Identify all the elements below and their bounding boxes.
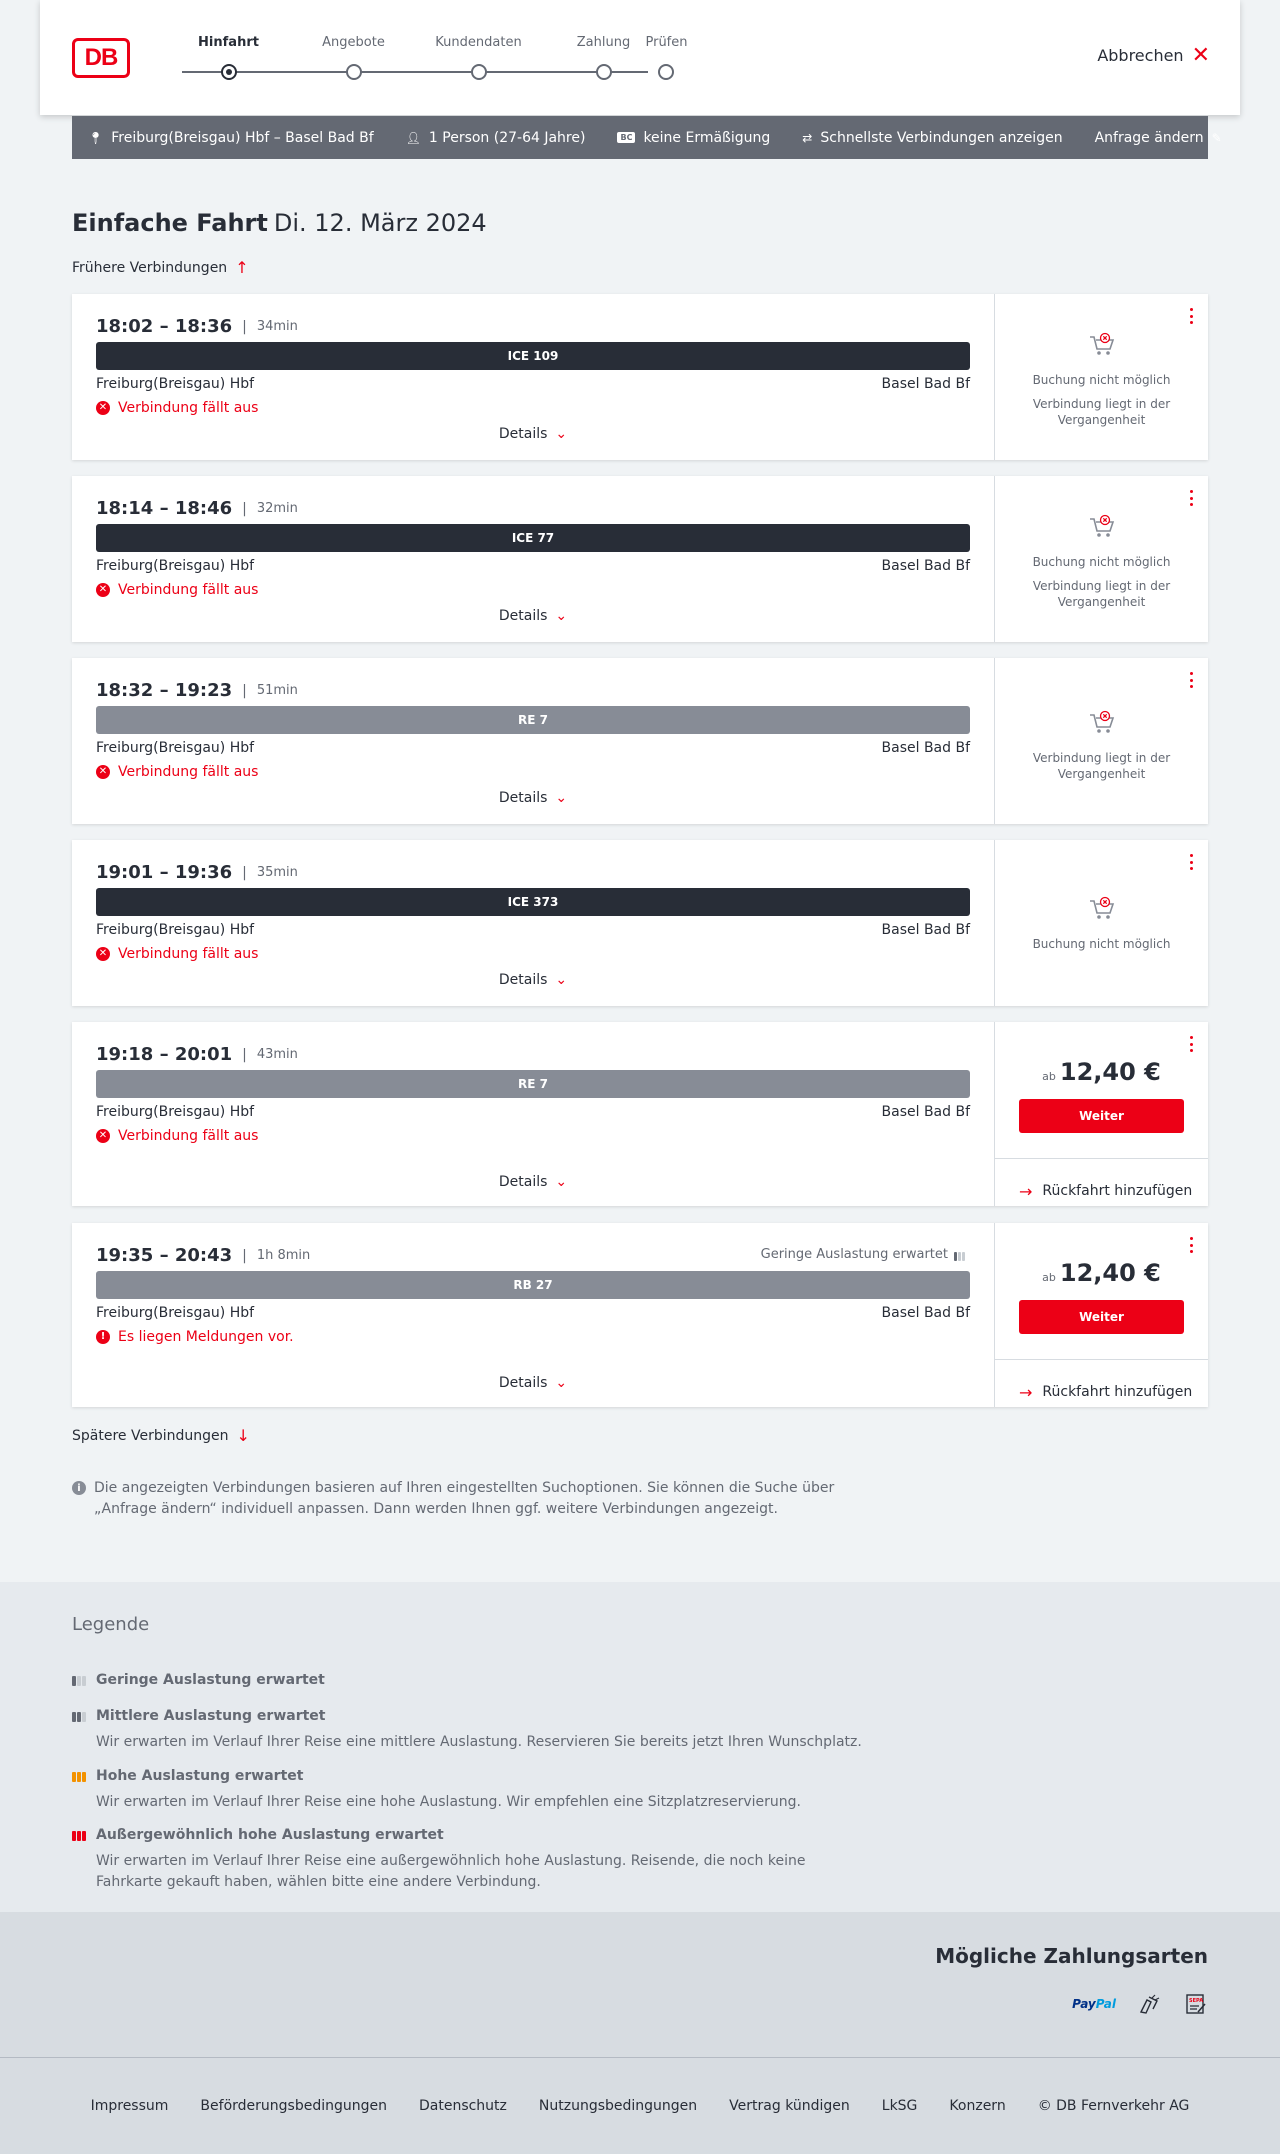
separator: |: [242, 864, 247, 881]
offer-area: [994, 658, 1208, 824]
fastest-connections-link[interactable]: [802, 130, 1062, 146]
arrow-right-icon: →: [1019, 1382, 1033, 1402]
cancel-label: Abbrechen: [1097, 46, 1184, 65]
connection-in-past: Verbindung liegt in der Vergangenheit: [1032, 751, 1171, 781]
details-toggle[interactable]: [72, 608, 994, 624]
step-angebote: Angebote: [291, 34, 416, 54]
connection-details-area[interactable]: [72, 476, 994, 642]
duration: 32min: [256, 501, 298, 516]
details-toggle[interactable]: [72, 426, 994, 442]
earlier-connections-link[interactable]: [72, 258, 249, 277]
legend-item-title: Hohe Auslastung erwartet: [96, 1768, 304, 1784]
earlier-label: Frühere Verbindungen: [72, 259, 228, 276]
footer-link-vertrag-kuendigen[interactable]: Vertrag kündigen: [729, 2098, 850, 2114]
separator: |: [242, 682, 247, 699]
connection-details-area[interactable]: [72, 1022, 994, 1206]
credit-card-icon: [1138, 1992, 1162, 2016]
person-icon: 👤︎: [405, 130, 421, 145]
connection-card: [72, 1022, 1208, 1206]
time-range: 18:14 – 18:46: [96, 498, 233, 519]
payment-title: Mögliche Zahlungsarten: [935, 1944, 1208, 1968]
change-request-button[interactable]: [1095, 130, 1222, 146]
legend-section: [0, 1582, 1280, 1912]
time-range: 19:01 – 19:36: [96, 862, 233, 883]
add-return-trip-button[interactable]: [995, 1158, 1208, 1223]
more-options-icon[interactable]: [1190, 854, 1194, 870]
cancelled-icon: ✕: [96, 583, 110, 597]
connection-details-area[interactable]: [72, 1223, 994, 1407]
details-label: Details: [498, 1174, 548, 1190]
separator: |: [242, 1046, 247, 1063]
info-icon: i: [72, 1481, 86, 1495]
status-label: Es liegen Meldungen vor.: [118, 1329, 294, 1345]
train-bar[interactable]: RB 27: [96, 1271, 970, 1299]
booking-not-possible: Buchung nicht möglich: [1032, 555, 1171, 569]
duration: 35min: [256, 865, 298, 880]
connection-status: [96, 1329, 294, 1345]
details-toggle[interactable]: [72, 972, 994, 988]
discount-label: keine Ermäßigung: [643, 129, 771, 146]
arrival-station: Basel Bad Bf: [881, 558, 970, 574]
add-return-label: Rückfahrt hinzufügen: [1042, 1183, 1193, 1199]
legend-title: Legende: [72, 1614, 150, 1635]
separator: |: [242, 500, 247, 517]
route-label: Freiburg(Breisgau) Hbf – Basel Bad Bf: [111, 129, 374, 146]
trip-type: Einfache Fahrt: [72, 209, 268, 237]
arrow-down-icon: ↓: [236, 1426, 250, 1445]
details-toggle[interactable]: [72, 790, 994, 806]
chevron-down-icon: ⌄: [555, 790, 568, 806]
details-toggle[interactable]: [72, 1375, 994, 1391]
more-options-icon[interactable]: [1190, 1036, 1194, 1052]
cart-unavailable-icon: [1088, 514, 1116, 540]
legend-item-high: [72, 1768, 872, 1813]
legend-item-title: Außergewöhnlich hohe Auslastung erwartet: [96, 1827, 444, 1843]
connection-times: [96, 862, 298, 883]
time-range: 18:02 – 18:36: [96, 316, 233, 337]
info-note: [72, 1478, 852, 1520]
price-prefix: ab: [1042, 1070, 1056, 1083]
price-value: 12,40 €: [1059, 1259, 1161, 1287]
step-hinfahrt: Hinfahrt: [166, 34, 291, 54]
connection-in-past: Verbindung liegt in der Vergangenheit: [1032, 579, 1171, 609]
discount-info: [617, 130, 770, 146]
train-bar[interactable]: RE 7: [96, 1070, 970, 1098]
route-info: [88, 130, 374, 146]
chevron-down-icon: ⌄: [555, 1375, 568, 1391]
footer-link-konzern[interactable]: Konzern: [949, 2098, 1006, 2114]
chevron-down-icon: ⌄: [555, 1174, 568, 1190]
more-options-icon[interactable]: [1190, 490, 1194, 506]
warning-icon: !: [96, 1330, 110, 1344]
status-label: Verbindung fällt aus: [118, 764, 259, 780]
footer-copyright: © DB Fernverkehr AG: [1037, 2098, 1190, 2114]
footer-link-nutzungsbedingungen[interactable]: Nutzungsbedingungen: [538, 2098, 698, 2114]
legend-item-medium: [72, 1708, 872, 1753]
time-range: 19:35 – 20:43: [96, 1245, 233, 1266]
cancelled-icon: ✕: [96, 401, 110, 415]
more-options-icon[interactable]: [1190, 1237, 1194, 1253]
connection-card: [72, 476, 1208, 642]
arrival-station: Basel Bad Bf: [881, 1104, 970, 1120]
change-request-label: Anfrage ändern: [1094, 129, 1204, 146]
arrow-right-icon: →: [1019, 1181, 1033, 1201]
departure-station: Freiburg(Breisgau) Hbf: [96, 558, 255, 574]
chevron-down-icon: ⌄: [555, 426, 568, 442]
connection-times: [96, 498, 298, 519]
train-bar[interactable]: ICE 77: [96, 524, 970, 552]
swap-icon: ⇄: [802, 130, 813, 145]
time-range: 19:18 – 20:01: [96, 1044, 233, 1065]
connection-details-area[interactable]: [72, 294, 994, 460]
connection-status: [96, 946, 258, 962]
payment-icons: [1072, 1992, 1208, 2016]
svg-text:SEPA: SEPA: [1189, 1998, 1204, 2004]
legend-item-title: Geringe Auslastung erwartet: [96, 1672, 325, 1688]
more-options-icon[interactable]: [1190, 308, 1194, 324]
connection-times: [96, 1044, 298, 1065]
legend-item-low: [72, 1672, 872, 1688]
footer-link-befoerderungsbedingungen[interactable]: Beförderungsbedingungen: [200, 2098, 387, 2114]
step-kundendaten: Kundendaten: [416, 34, 541, 54]
booking-not-possible: Buchung nicht möglich: [1032, 937, 1171, 951]
legend-item-title: Mittlere Auslastung erwartet: [96, 1708, 326, 1724]
details-label: Details: [498, 608, 548, 624]
details-label: Details: [498, 972, 548, 988]
search-summary-bar: [72, 116, 1222, 159]
departure-station: Freiburg(Breisgau) Hbf: [96, 1104, 255, 1120]
status-label: Verbindung fällt aus: [118, 400, 259, 416]
cancelled-icon: ✕: [96, 947, 110, 961]
cart-unavailable-icon: [1088, 710, 1116, 736]
sepa-direct-debit-icon: [1184, 1992, 1208, 2016]
legend-item-desc: Wir erwarten im Verlauf Ihrer Reise eine außergewöhnlich hohe Auslastung. Reisende, die noch keine Fahrkarte gekauft haben, wählen bitte eine andere Verbindung.: [96, 1853, 806, 1890]
occupancy-medium-icon: [72, 1710, 88, 1722]
later-connections-link[interactable]: [72, 1426, 250, 1445]
cancelled-icon: ✕: [96, 765, 110, 779]
continue-button[interactable]: Weiter: [1019, 1300, 1184, 1334]
offer-area: [994, 294, 1208, 460]
occupancy-very-high-icon: [72, 1829, 88, 1841]
db-logo[interactable]: DB: [72, 38, 130, 78]
connection-times: [96, 680, 298, 701]
price: [995, 1259, 1208, 1287]
pencil-icon: ✎: [1211, 130, 1222, 145]
step-zahlung: Zahlung: [541, 34, 666, 54]
footer-link-datenschutz[interactable]: Datenschutz: [418, 2098, 507, 2114]
occupancy-label: Geringe Auslastung erwartet: [760, 1247, 948, 1262]
progress-stepper: Hinfahrt Angebote Kundendaten Zahlung Prüfen: [166, 34, 666, 84]
details-toggle[interactable]: [72, 1174, 994, 1190]
paypal-icon: PayPal: [1072, 1997, 1116, 2011]
trip-date: Di. 12. März 2024: [273, 209, 487, 237]
train-bar[interactable]: ICE 109: [96, 342, 970, 370]
location-pin-icon: 📍︎: [88, 130, 104, 145]
more-options-icon[interactable]: [1190, 672, 1194, 688]
departure-station: Freiburg(Breisgau) Hbf: [96, 376, 255, 392]
arrival-station: Basel Bad Bf: [881, 740, 970, 756]
continue-button[interactable]: Weiter: [1019, 1099, 1184, 1133]
details-label: Details: [498, 790, 548, 806]
connection-times: [96, 316, 298, 337]
status-label: Verbindung fällt aus: [118, 946, 259, 962]
later-label: Spätere Verbindungen: [72, 1427, 229, 1444]
train-bar[interactable]: RE 7: [96, 706, 970, 734]
separator: |: [242, 318, 247, 335]
cancel-button[interactable]: [1097, 42, 1210, 68]
add-return-trip-button[interactable]: [995, 1359, 1208, 1424]
price-value: 12,40 €: [1059, 1058, 1161, 1086]
offer-area: [994, 840, 1208, 1006]
stepper-line: [182, 71, 648, 73]
chevron-down-icon: ⌄: [555, 608, 568, 624]
step-dot: [471, 64, 487, 80]
status-label: Verbindung fällt aus: [118, 582, 259, 598]
step-dot: [346, 64, 362, 80]
page-title: [72, 209, 487, 237]
duration: 43min: [256, 1047, 298, 1062]
chevron-down-icon: ⌄: [555, 972, 568, 988]
duration: 1h 8min: [256, 1248, 311, 1263]
info-note-text: Die angezeigten Verbindungen basieren auf Ihren eingestellten Suchoptionen. Sie können die Suche über „Anfrage ändern“ individuell anpassen. Dann werden Ihnen ggf. weitere Verbindungen angezeigt.: [94, 1480, 835, 1517]
connection-details-area[interactable]: [72, 840, 994, 1006]
step-dot: [658, 64, 674, 80]
step-dot: [596, 64, 612, 80]
connection-status: [96, 400, 258, 416]
connection-card: [72, 840, 1208, 1006]
connection-card: [72, 658, 1208, 824]
duration: 34min: [256, 319, 298, 334]
occupancy-low-icon: [72, 1674, 88, 1686]
travellers-info: [406, 130, 586, 146]
offer-area: [994, 1022, 1208, 1206]
price: [995, 1058, 1208, 1086]
cart-unavailable-icon: [1088, 896, 1116, 922]
fastest-label: Schnellste Verbindungen anzeigen: [820, 129, 1063, 146]
bahncard-icon: BC: [617, 132, 635, 143]
cancelled-icon: ✕: [96, 1129, 110, 1143]
footer-link-impressum[interactable]: Impressum: [90, 2098, 169, 2114]
footer-link-lksg[interactable]: LkSG: [881, 2098, 918, 2114]
occupancy-low-icon: [954, 1249, 970, 1261]
payment-section: [0, 1912, 1280, 2057]
connection-card: [72, 294, 1208, 460]
offer-area: [994, 1223, 1208, 1407]
connection-status: [96, 1128, 258, 1144]
arrival-station: Basel Bad Bf: [881, 922, 970, 938]
time-range: 18:32 – 19:23: [96, 680, 233, 701]
footer: [0, 2057, 1280, 2154]
departure-station: Freiburg(Breisgau) Hbf: [96, 740, 255, 756]
arrival-station: Basel Bad Bf: [881, 1305, 970, 1321]
status-label: Verbindung fällt aus: [118, 1128, 259, 1144]
connection-times: [96, 1245, 310, 1266]
arrow-up-icon: ↑: [235, 258, 249, 277]
connection-status: [96, 764, 258, 780]
step-dot: [221, 64, 237, 80]
occupancy-high-icon: [72, 1770, 88, 1782]
add-return-label: Rückfahrt hinzufügen: [1042, 1384, 1193, 1400]
arrival-station: Basel Bad Bf: [881, 376, 970, 392]
booking-not-possible: Buchung nicht möglich: [1032, 373, 1171, 387]
train-bar[interactable]: ICE 373: [96, 888, 970, 916]
header: [40, 0, 1240, 115]
legend-item-desc: Wir erwarten im Verlauf Ihrer Reise eine hohe Auslastung. Wir empfehlen eine Sitzplatzreservierung.: [96, 1794, 801, 1810]
departure-station: Freiburg(Breisgau) Hbf: [96, 922, 255, 938]
connection-status: [96, 582, 258, 598]
departure-station: Freiburg(Breisgau) Hbf: [96, 1305, 255, 1321]
legend-item-desc: Wir erwarten im Verlauf Ihrer Reise eine mittlere Auslastung. Reservieren Sie bereits jetzt Ihren Wunschplatz.: [96, 1734, 862, 1750]
price-prefix: ab: [1042, 1271, 1056, 1284]
details-label: Details: [498, 426, 548, 442]
cart-unavailable-icon: [1088, 332, 1116, 358]
legend-item-very-high: [72, 1827, 872, 1893]
connection-card: [72, 1223, 1208, 1407]
details-label: Details: [498, 1375, 548, 1391]
travellers-label: 1 Person (27-64 Jahre): [428, 129, 586, 146]
offer-area: [994, 476, 1208, 642]
separator: |: [242, 1247, 247, 1264]
duration: 51min: [256, 683, 298, 698]
close-icon: ✕: [1191, 42, 1210, 68]
connection-in-past: Verbindung liegt in der Vergangenheit: [1032, 397, 1171, 427]
connection-details-area[interactable]: [72, 658, 994, 824]
occupancy-hint: [761, 1247, 970, 1262]
